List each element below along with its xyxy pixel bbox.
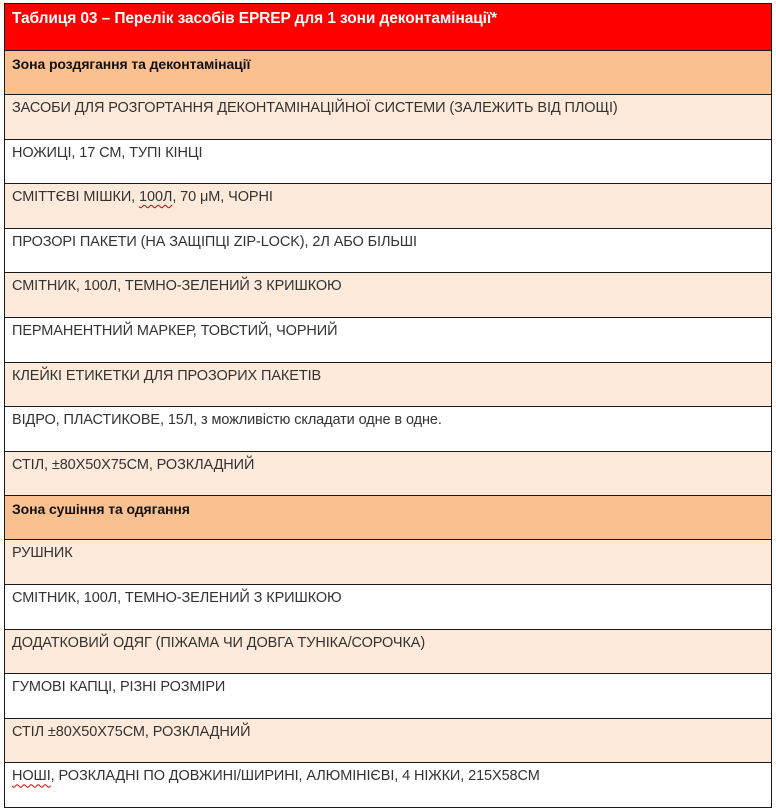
spellcheck-flagged-word: НОШІ: [12, 768, 51, 785]
item-cell: [5, 184, 772, 229]
table-row: [5, 184, 772, 229]
section-heading-drying: Зона сушіння та одягання: [5, 496, 772, 540]
item-cell: ДОДАТКОВИЙ ОДЯГ (ПІЖАМА ЧИ ДОВГА ТУНІКА/СОРОЧКА): [5, 629, 772, 674]
table-row: [5, 451, 772, 496]
item-text: СМІТТЄВІ МІШКИ,: [12, 189, 140, 206]
item-cell: ПЕРМАНЕНТНИЙ МАРКЕР, ТОВСТИЙ, ЧОРНИЙ: [5, 317, 772, 362]
table-row: [5, 674, 772, 719]
table-row: [5, 95, 772, 140]
item-cell: КЛЕЙКІ ЕТИКЕТКИ ДЛЯ ПРОЗОРИХ ПАКЕТІВ: [5, 362, 772, 407]
section-header-row: [5, 496, 772, 540]
item-cell: ГУМОВІ КАПЦІ, РІЗНІ РОЗМІРИ: [5, 674, 772, 719]
table-title-row: [5, 4, 772, 51]
table-row: [5, 407, 772, 452]
table-title: Таблиця 03 – Перелік засобів EPREP для 1 зони деконтамінації*: [5, 4, 772, 51]
table-row: [5, 584, 772, 629]
table-row: [5, 317, 772, 362]
item-cell: РУШНИК: [5, 540, 772, 585]
item-cell: ПРОЗОРІ ПАКЕТИ (НА ЗАЩІПЦІ ZIP-LOCK), 2Л АБО БІЛЬШІ: [5, 228, 772, 273]
table-row: [5, 629, 772, 674]
item-cell: СТІЛ, ±80X50X75СМ, РОЗКЛАДНИЙ: [5, 451, 772, 496]
table-row: [5, 139, 772, 184]
table-row: [5, 228, 772, 273]
item-text: , РОЗКЛАДНІ ПО ДОВЖИНІ/ШИРИНІ, АЛЮМІНІЄВІ, 4 НІЖКИ, 215X58СМ: [50, 768, 540, 785]
item-cell: [5, 763, 772, 808]
item-cell: ЗАСОБИ ДЛЯ РОЗГОРТАННЯ ДЕКОНТАМІНАЦІЙНОЇ СИСТЕМИ (ЗАЛЕЖИТЬ ВІД ПЛОЩІ): [5, 95, 772, 140]
item-cell: СТІЛ ±80X50X75СМ, РОЗКЛАДНИЙ: [5, 718, 772, 763]
item-cell: ВІДРО, ПЛАСТИКОВЕ, 15Л, з можливістю складати одне в одне.: [5, 407, 772, 452]
equipment-table: [4, 3, 772, 808]
table-row: [5, 273, 772, 318]
item-cell: СМІТНИК, 100Л, ТЕМНО-ЗЕЛЕНИЙ З КРИШКОЮ: [5, 273, 772, 318]
item-cell: СМІТНИК, 100Л, ТЕМНО-ЗЕЛЕНИЙ З КРИШКОЮ: [5, 584, 772, 629]
spellcheck-flagged-word: 100Л: [139, 189, 173, 206]
table-row: [5, 718, 772, 763]
table-row: [5, 540, 772, 585]
item-cell: НОЖИЦІ, 17 СМ, ТУПІ КІНЦІ: [5, 139, 772, 184]
section-heading-undressing: Зона роздягання та деконтамінації: [5, 51, 772, 95]
table-row: [5, 763, 772, 808]
table-row: [5, 362, 772, 407]
item-text: , 70 μМ, ЧОРНІ: [172, 189, 273, 206]
section-header-row: [5, 51, 772, 95]
